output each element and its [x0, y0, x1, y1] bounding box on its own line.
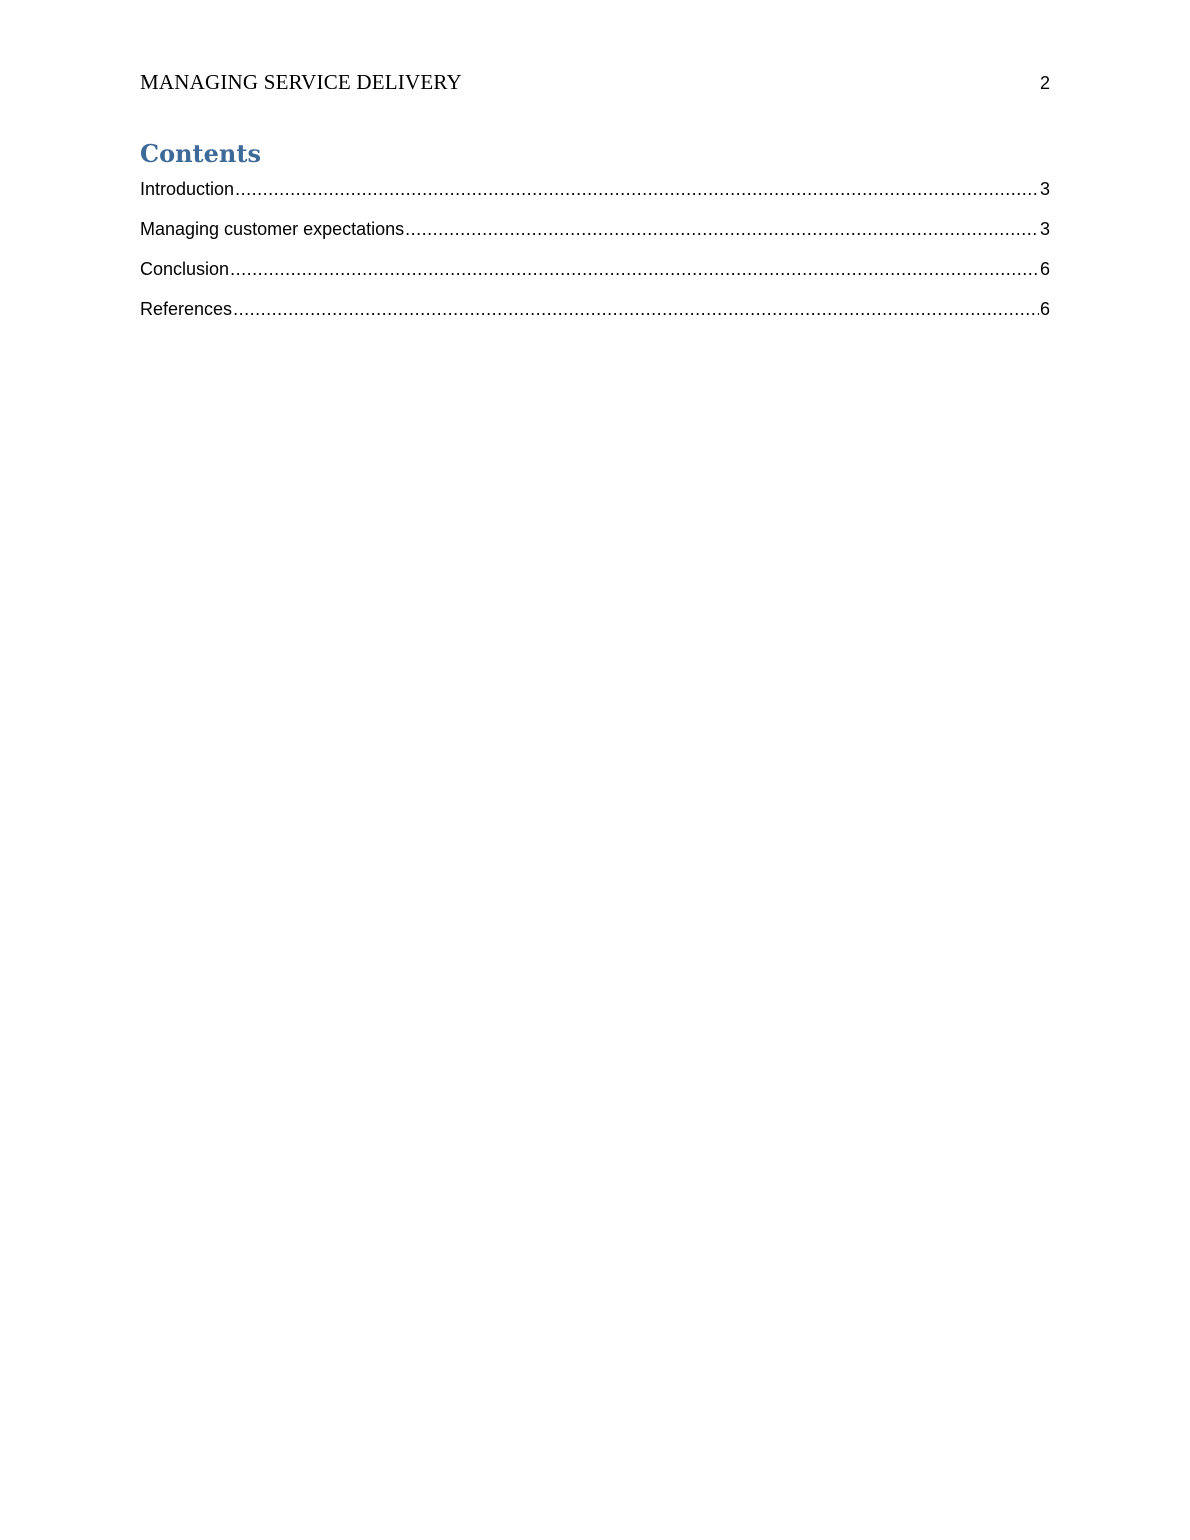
toc-entry-label: Introduction — [140, 179, 235, 199]
toc-dot-leader — [405, 218, 1039, 240]
toc-dot-leader — [235, 178, 1039, 200]
page-number: 2 — [1039, 73, 1050, 93]
toc-dot-leader — [233, 298, 1039, 320]
running-head — [140, 70, 1050, 100]
toc-entry-label: References — [140, 299, 233, 319]
toc-entry-conclusion[interactable] — [140, 258, 1050, 298]
running-head-title: MANAGING SERVICE DELIVERY — [140, 70, 462, 94]
toc-entry-introduction[interactable] — [140, 178, 1050, 218]
toc-entry-page: 6 — [1039, 299, 1050, 319]
toc-entry-page: 3 — [1039, 219, 1050, 239]
toc-heading: Contents — [140, 139, 261, 168]
toc-entry-page: 6 — [1039, 259, 1050, 279]
toc-entry-references[interactable] — [140, 298, 1050, 338]
toc-entry-managing-customer-expectations[interactable] — [140, 218, 1050, 258]
table-of-contents — [140, 178, 1050, 338]
toc-entry-page: 3 — [1039, 179, 1050, 199]
toc-dot-leader — [230, 258, 1039, 280]
toc-entry-label: Managing customer expectations — [140, 219, 405, 239]
toc-entry-label: Conclusion — [140, 259, 230, 279]
